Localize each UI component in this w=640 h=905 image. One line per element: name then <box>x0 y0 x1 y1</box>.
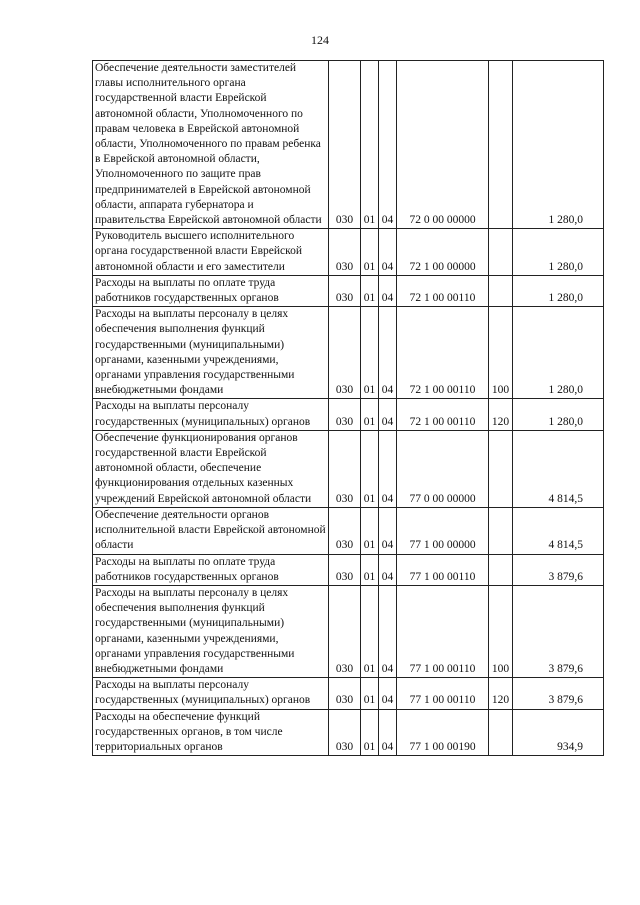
expense-type-code <box>489 229 513 276</box>
section-code: 01 <box>361 678 379 709</box>
grbs-code: 030 <box>329 61 361 229</box>
grbs-code: 030 <box>329 678 361 709</box>
table-row <box>93 585 604 677</box>
section-code: 01 <box>361 430 379 507</box>
amount: 1 280,0 <box>513 61 604 229</box>
target-article-code: 77 1 00 00110 <box>397 585 489 677</box>
expense-type-code <box>489 507 513 554</box>
expense-type-code <box>489 275 513 306</box>
expense-type-code: 120 <box>489 399 513 430</box>
section-code: 01 <box>361 229 379 276</box>
subsection-code: 04 <box>379 430 397 507</box>
row-name: Расходы на выплаты персоналу в целях обеспечения выполнения функций государственными (муниципальными) органами, казенными учреждениями, органами управления государственными внебюджетными фондами <box>93 307 329 399</box>
target-article-code: 77 1 00 00190 <box>397 709 489 756</box>
row-name: Обеспечение деятельности заместителей главы исполнительного органа государственной власти Еврейской автономной области, Уполномоченного по правам человека в Еврейской автономной области, Уполномоченного по правам ребенка в Еврейской автономной области, Уполномоченного по защите прав предпринимателей в Еврейской автономной области, аппарата губернатора и правительства Еврейской автономной области <box>93 61 329 229</box>
subsection-code: 04 <box>379 307 397 399</box>
grbs-code: 030 <box>329 554 361 585</box>
table-row <box>93 307 604 399</box>
row-name: Расходы на обеспечение функций государственных органов, в том числе территориальных органов <box>93 709 329 756</box>
expense-type-code: 100 <box>489 307 513 399</box>
table-row <box>93 430 604 507</box>
row-name: Расходы на выплаты персоналу в целях обеспечения выполнения функций государственными (муниципальными) органами, казенными учреждениями, органами управления государственными внебюджетными фондами <box>93 585 329 677</box>
row-name: Обеспечение деятельности органов исполнительной власти Еврейской автономной области <box>93 507 329 554</box>
expense-type-code <box>489 554 513 585</box>
subsection-code: 04 <box>379 554 397 585</box>
table-row <box>93 399 604 430</box>
section-code: 01 <box>361 507 379 554</box>
grbs-code: 030 <box>329 307 361 399</box>
subsection-code: 04 <box>379 61 397 229</box>
amount: 4 814,5 <box>513 507 604 554</box>
grbs-code: 030 <box>329 585 361 677</box>
subsection-code: 04 <box>379 229 397 276</box>
grbs-code: 030 <box>329 399 361 430</box>
grbs-code: 030 <box>329 275 361 306</box>
target-article-code: 77 0 00 00000 <box>397 430 489 507</box>
expense-type-code <box>489 61 513 229</box>
section-code: 01 <box>361 585 379 677</box>
grbs-code: 030 <box>329 507 361 554</box>
section-code: 01 <box>361 554 379 585</box>
section-code: 01 <box>361 61 379 229</box>
target-article-code: 72 1 00 00110 <box>397 307 489 399</box>
row-name: Расходы на выплаты по оплате труда работников государственных органов <box>93 275 329 306</box>
grbs-code: 030 <box>329 709 361 756</box>
subsection-code: 04 <box>379 399 397 430</box>
subsection-code: 04 <box>379 275 397 306</box>
target-article-code: 72 1 00 00110 <box>397 275 489 306</box>
row-name: Руководитель высшего исполнительного органа государственной власти Еврейской автономной области и его заместители <box>93 229 329 276</box>
table-row <box>93 229 604 276</box>
amount: 1 280,0 <box>513 275 604 306</box>
table-row <box>93 275 604 306</box>
table-row <box>93 678 604 709</box>
section-code: 01 <box>361 275 379 306</box>
budget-table <box>92 60 604 756</box>
target-article-code: 77 1 00 00110 <box>397 554 489 585</box>
row-name: Расходы на выплаты по оплате труда работников государственных органов <box>93 554 329 585</box>
table-row <box>93 507 604 554</box>
section-code: 01 <box>361 709 379 756</box>
expense-type-code <box>489 430 513 507</box>
grbs-code: 030 <box>329 229 361 276</box>
section-code: 01 <box>361 307 379 399</box>
amount: 3 879,6 <box>513 554 604 585</box>
target-article-code: 72 1 00 00110 <box>397 399 489 430</box>
expense-type-code: 120 <box>489 678 513 709</box>
expense-type-code <box>489 709 513 756</box>
subsection-code: 04 <box>379 709 397 756</box>
amount: 934,9 <box>513 709 604 756</box>
target-article-code: 77 1 00 00110 <box>397 678 489 709</box>
target-article-code: 72 1 00 00000 <box>397 229 489 276</box>
subsection-code: 04 <box>379 585 397 677</box>
amount: 1 280,0 <box>513 307 604 399</box>
target-article-code: 72 0 00 00000 <box>397 61 489 229</box>
row-name: Расходы на выплаты персоналу государственных (муниципальных) органов <box>93 399 329 430</box>
row-name: Обеспечение функционирования органов государственной власти Еврейской автономной области, обеспечение функционирования отдельных казенных учреждений Еврейской автономной области <box>93 430 329 507</box>
subsection-code: 04 <box>379 678 397 709</box>
row-name: Расходы на выплаты персоналу государственных (муниципальных) органов <box>93 678 329 709</box>
section-code: 01 <box>361 399 379 430</box>
amount: 4 814,5 <box>513 430 604 507</box>
amount: 3 879,6 <box>513 585 604 677</box>
amount: 3 879,6 <box>513 678 604 709</box>
amount: 1 280,0 <box>513 399 604 430</box>
target-article-code: 77 1 00 00000 <box>397 507 489 554</box>
grbs-code: 030 <box>329 430 361 507</box>
table-row <box>93 554 604 585</box>
table-row <box>93 709 604 756</box>
page-number: 124 <box>311 33 329 47</box>
expense-type-code: 100 <box>489 585 513 677</box>
table-row <box>93 61 604 229</box>
subsection-code: 04 <box>379 507 397 554</box>
amount: 1 280,0 <box>513 229 604 276</box>
